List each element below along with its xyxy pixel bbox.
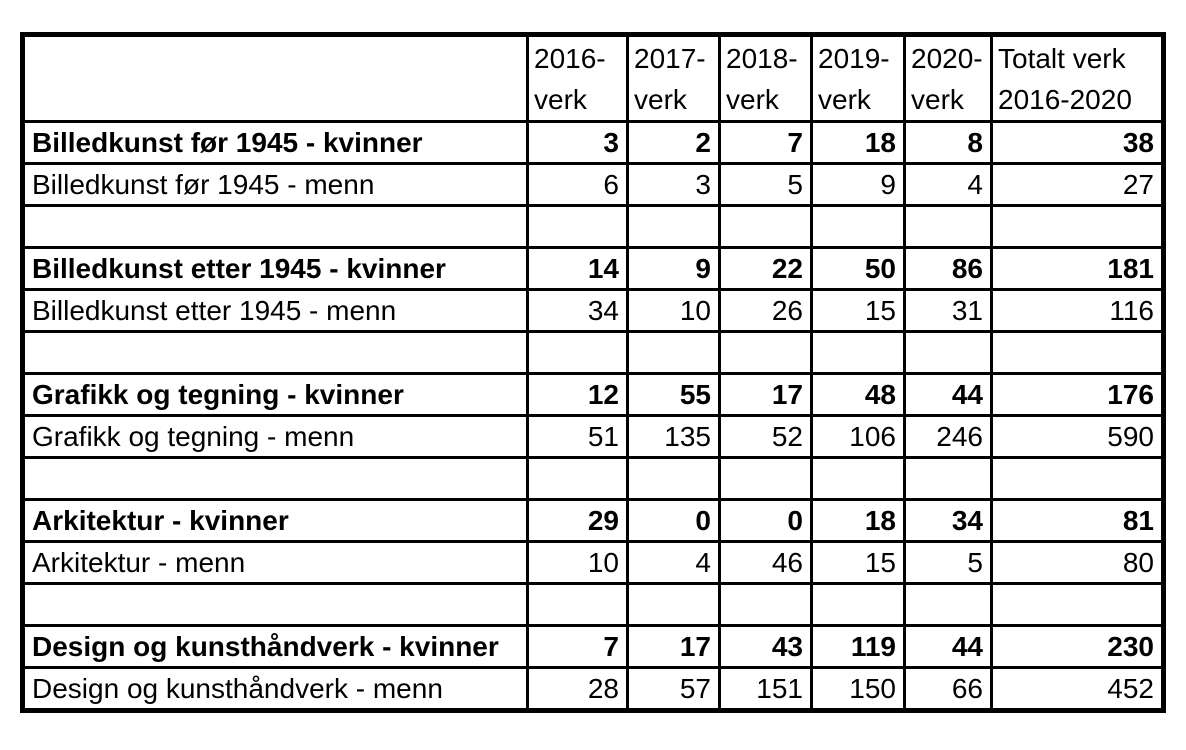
value-cell: 6 — [528, 164, 628, 206]
value-cell: 452 — [992, 668, 1164, 711]
value-cell: 7 — [720, 122, 812, 164]
value-cell: 9 — [812, 164, 905, 206]
row-label-cell — [23, 332, 528, 374]
value-cell: 50 — [812, 248, 905, 290]
table-row — [23, 416, 1164, 458]
table-row — [23, 542, 1164, 584]
row-label-cell — [23, 584, 528, 626]
value-cell — [905, 332, 992, 374]
row-label-cell: Design og kunsthåndverk - kvinner — [23, 626, 528, 668]
spacer-row — [23, 332, 1164, 374]
value-cell — [905, 584, 992, 626]
spacer-row — [23, 584, 1164, 626]
value-cell — [905, 458, 992, 500]
value-cell: 590 — [992, 416, 1164, 458]
column-header-line2: verk — [911, 84, 964, 115]
column-header-line1: Totalt verk — [998, 43, 1126, 74]
value-cell — [905, 206, 992, 248]
value-cell: 80 — [992, 542, 1164, 584]
value-cell: 18 — [812, 122, 905, 164]
value-cell: 81 — [992, 500, 1164, 542]
value-cell: 17 — [720, 374, 812, 416]
value-cell: 28 — [528, 668, 628, 711]
value-cell — [720, 206, 812, 248]
value-cell: 15 — [812, 290, 905, 332]
value-cell: 151 — [720, 668, 812, 711]
column-header-line2: verk — [818, 84, 871, 115]
value-cell: 66 — [905, 668, 992, 711]
value-cell: 10 — [628, 290, 720, 332]
value-cell: 52 — [720, 416, 812, 458]
value-cell: 51 — [528, 416, 628, 458]
column-header-2017-verk — [628, 35, 720, 122]
table-row — [23, 122, 1164, 164]
value-cell — [528, 206, 628, 248]
value-cell — [720, 584, 812, 626]
value-cell: 2 — [628, 122, 720, 164]
row-label-cell — [23, 458, 528, 500]
value-cell: 0 — [628, 500, 720, 542]
value-cell: 4 — [905, 164, 992, 206]
column-header-line1: 2018- — [726, 43, 798, 74]
value-cell — [628, 458, 720, 500]
value-cell — [720, 332, 812, 374]
value-cell: 86 — [905, 248, 992, 290]
value-cell: 29 — [528, 500, 628, 542]
value-cell — [720, 458, 812, 500]
value-cell: 48 — [812, 374, 905, 416]
value-cell — [628, 206, 720, 248]
value-cell — [992, 332, 1164, 374]
corner-header-cell — [23, 35, 528, 122]
row-label-cell: Billedkunst før 1945 - menn — [23, 164, 528, 206]
value-cell: 10 — [528, 542, 628, 584]
value-cell: 116 — [992, 290, 1164, 332]
value-cell — [812, 206, 905, 248]
row-label-cell: Grafikk og tegning - kvinner — [23, 374, 528, 416]
value-cell: 44 — [905, 626, 992, 668]
table-row — [23, 626, 1164, 668]
value-cell: 246 — [905, 416, 992, 458]
table-row — [23, 248, 1164, 290]
value-cell: 106 — [812, 416, 905, 458]
table-row — [23, 290, 1164, 332]
value-cell: 46 — [720, 542, 812, 584]
spacer-row — [23, 206, 1164, 248]
column-header-totalt-verk-2016-2020 — [992, 35, 1164, 122]
table-row — [23, 374, 1164, 416]
value-cell: 55 — [628, 374, 720, 416]
column-header-2020-verk — [905, 35, 992, 122]
value-cell: 8 — [905, 122, 992, 164]
row-label-cell: Billedkunst før 1945 - kvinner — [23, 122, 528, 164]
value-cell: 230 — [992, 626, 1164, 668]
row-label-cell: Arkitektur - menn — [23, 542, 528, 584]
column-header-2016-verk — [528, 35, 628, 122]
value-cell: 119 — [812, 626, 905, 668]
column-header-line1: 2019- — [818, 43, 890, 74]
value-cell: 26 — [720, 290, 812, 332]
value-cell — [992, 206, 1164, 248]
value-cell: 12 — [528, 374, 628, 416]
column-header-line1: 2020- — [911, 43, 983, 74]
value-cell: 14 — [528, 248, 628, 290]
value-cell — [528, 584, 628, 626]
value-cell: 135 — [628, 416, 720, 458]
value-cell: 17 — [628, 626, 720, 668]
value-cell: 150 — [812, 668, 905, 711]
value-cell: 5 — [905, 542, 992, 584]
row-label-cell: Design og kunsthåndverk - menn — [23, 668, 528, 711]
value-cell: 27 — [992, 164, 1164, 206]
row-label-cell — [23, 206, 528, 248]
value-cell — [992, 458, 1164, 500]
value-cell: 3 — [628, 164, 720, 206]
row-label-cell: Billedkunst etter 1945 - kvinner — [23, 248, 528, 290]
artworks-by-year-table — [20, 32, 1166, 713]
value-cell: 57 — [628, 668, 720, 711]
value-cell — [812, 332, 905, 374]
table-row — [23, 500, 1164, 542]
value-cell: 15 — [812, 542, 905, 584]
column-header-line2: 2016-2020 — [998, 84, 1132, 115]
column-header-line2: verk — [634, 84, 687, 115]
value-cell — [812, 584, 905, 626]
value-cell: 181 — [992, 248, 1164, 290]
row-label-cell: Arkitektur - kvinner — [23, 500, 528, 542]
value-cell: 34 — [905, 500, 992, 542]
value-cell: 0 — [720, 500, 812, 542]
spacer-row — [23, 458, 1164, 500]
header-row — [23, 35, 1164, 122]
value-cell — [812, 458, 905, 500]
value-cell: 18 — [812, 500, 905, 542]
value-cell: 3 — [528, 122, 628, 164]
value-cell: 9 — [628, 248, 720, 290]
column-header-line1: 2017- — [634, 43, 706, 74]
value-cell — [528, 332, 628, 374]
value-cell — [628, 332, 720, 374]
value-cell: 5 — [720, 164, 812, 206]
value-cell: 22 — [720, 248, 812, 290]
column-header-2019-verk — [812, 35, 905, 122]
value-cell: 43 — [720, 626, 812, 668]
table-row — [23, 164, 1164, 206]
value-cell — [992, 584, 1164, 626]
value-cell: 7 — [528, 626, 628, 668]
column-header-2018-verk — [720, 35, 812, 122]
value-cell: 34 — [528, 290, 628, 332]
value-cell: 31 — [905, 290, 992, 332]
value-cell — [628, 584, 720, 626]
row-label-cell: Grafikk og tegning - menn — [23, 416, 528, 458]
value-cell: 176 — [992, 374, 1164, 416]
column-header-line2: verk — [726, 84, 779, 115]
column-header-line1: 2016- — [534, 43, 606, 74]
table-row — [23, 668, 1164, 711]
value-cell — [528, 458, 628, 500]
column-header-line2: verk — [534, 84, 587, 115]
value-cell: 4 — [628, 542, 720, 584]
value-cell: 44 — [905, 374, 992, 416]
value-cell: 38 — [992, 122, 1164, 164]
row-label-cell: Billedkunst etter 1945 - menn — [23, 290, 528, 332]
